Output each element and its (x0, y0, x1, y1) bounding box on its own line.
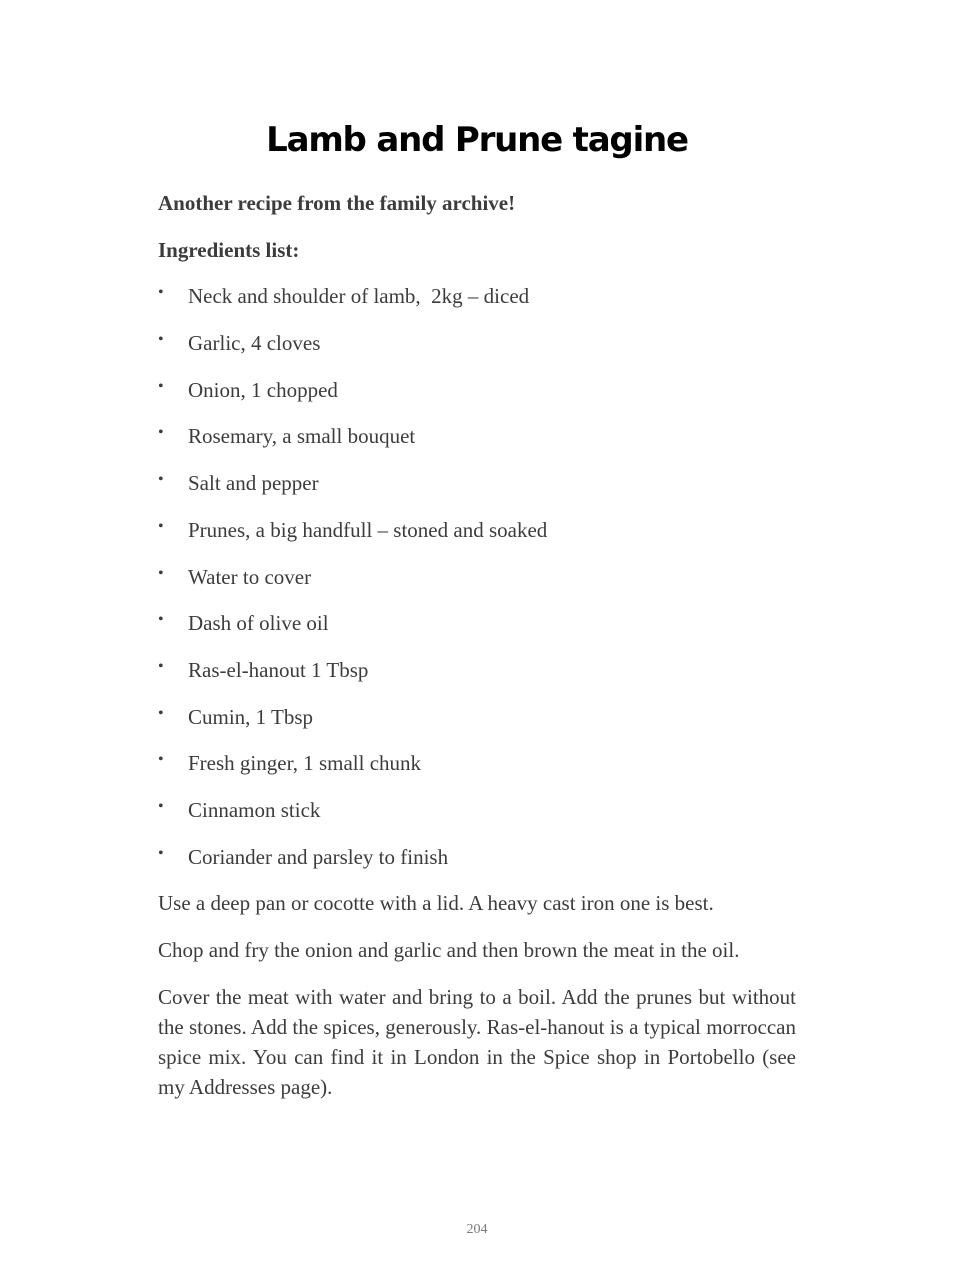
bullet-icon: • (158, 377, 164, 395)
recipe-intro: Another recipe from the family archive! (158, 191, 516, 215)
bullet-icon: • (158, 424, 164, 442)
ingredients-list (158, 281, 796, 871)
bullet-icon: • (158, 471, 164, 489)
ingredient-item: • Prunes, a big handfull – stoned and soaked (158, 515, 796, 545)
ingredient-item: • Dash of olive oil (158, 608, 796, 638)
recipe-body (158, 188, 796, 1118)
instruction-paragraph: Cover the meat with water and bring to a boil. Add the prunes but without the stones. Add the spices, generously. Ras-el-hanout is a typical morroccan spice mix. You can find it in London in the Spice shop in Portobello (see my Addresses page). (158, 984, 796, 1099)
ingredient-item: • Salt and pepper (158, 468, 796, 498)
ingredient-item: • Cinnamon stick (158, 795, 796, 825)
ingredient-item: • Onion, 1 chopped (158, 375, 796, 405)
bullet-icon: • (158, 657, 164, 675)
bullet-icon: • (158, 331, 164, 349)
bullet-icon: • (158, 564, 164, 582)
bullet-icon: • (158, 704, 164, 722)
ingredient-item: • Garlic, 4 cloves (158, 328, 796, 358)
ingredient-item: • Cumin, 1 Tbsp (158, 702, 796, 732)
recipe-title: Lamb and Prune tagine (266, 120, 688, 160)
bullet-icon: • (158, 844, 164, 862)
page-number: 204 (466, 1222, 488, 1237)
instruction-paragraph: Use a deep pan or cocotte with a lid. A heavy cast iron one is best. (158, 891, 714, 916)
bullet-icon: • (158, 751, 164, 769)
bullet-icon: • (158, 611, 164, 629)
instruction-paragraph: Chop and fry the onion and garlic and then brown the meat in the oil. (158, 938, 740, 962)
ingredient-item: • Ras-el-hanout 1 Tbsp (158, 655, 796, 685)
bullet-icon: • (158, 517, 164, 535)
ingredient-item: • Coriander and parsley to finish (158, 842, 796, 872)
ingredient-item: • Neck and shoulder of lamb, 2kg – diced (158, 281, 796, 311)
ingredients-heading: Ingredients list: (158, 237, 300, 262)
ingredient-item: • Water to cover (158, 562, 796, 592)
bullet-icon: • (158, 797, 164, 815)
ingredient-item: • Fresh ginger, 1 small chunk (158, 748, 796, 778)
ingredient-item: • Rosemary, a small bouquet (158, 421, 796, 451)
bullet-icon: • (158, 284, 164, 302)
